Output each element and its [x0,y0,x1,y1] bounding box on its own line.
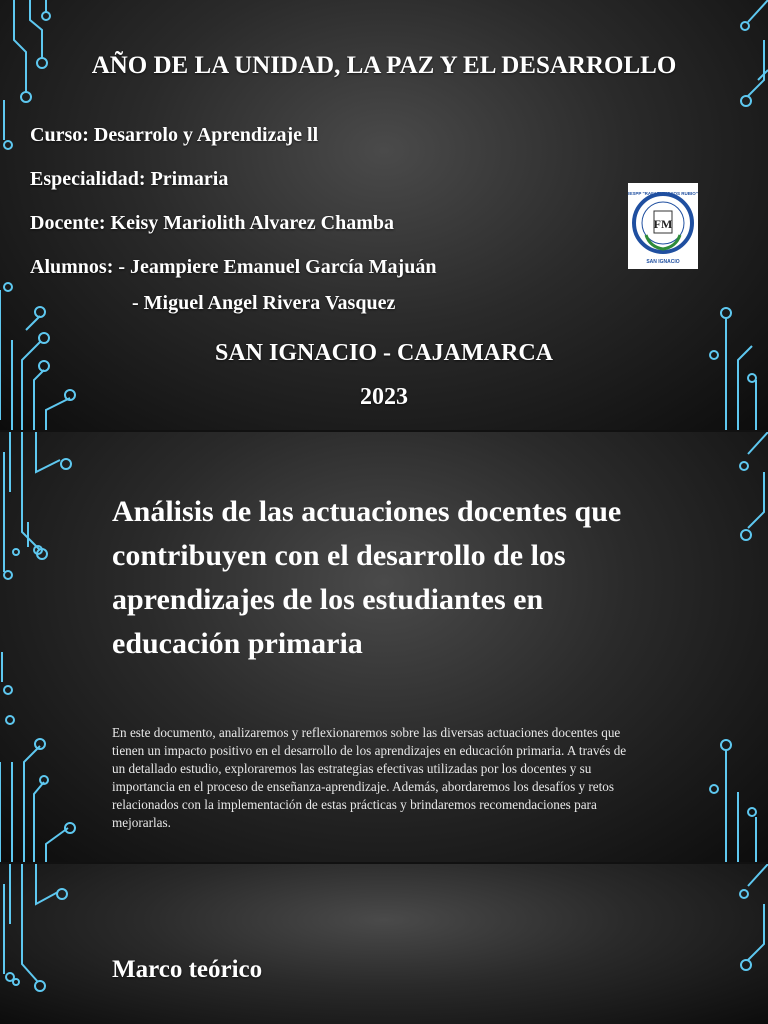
circuit-decoration-left [0,432,80,862]
institution-logo [628,183,698,269]
analysis-title: Análisis de las actuaciones docentes que contribuyen con el desarrollo de los aprendizajes de los estudiantes en educación primaria [112,495,622,660]
logo-bottom-text: SAN IGNACIO [646,259,680,265]
slide-cover [0,0,768,430]
students-line: Alumnos: - Jeampiere Emanuel García Majuán [30,256,437,278]
student-2-line: - Miguel Angel Rivera Vasquez [132,292,396,314]
circuit-decoration-right [708,432,768,862]
course-line: Curso: Desarrolo y Aprendizaje ll [30,124,319,146]
slide-theory [0,864,768,1024]
logo-monogram: FM [653,217,673,231]
circuit-decoration-left [0,864,80,1024]
year-line: 2023 [360,384,408,410]
analysis-body: En este documento, analizaremos y reflexionaremos sobre las diversas actuaciones docentes que tienen un impacto positivo en el desarrollo de los aprendizajes en educación primaria. A través de un detallado estudio, exploraremos las estrategias efectivas utilizadas por los docentes y su importancia en el proceso de enseñanza-aprendizaje. Además, abordaremos los desafíos y retos relacionados con la implementación de estas prácticas y brindaremos recomendaciones para mejorarlas. [112,725,627,830]
slide-analysis [0,432,768,862]
location-line: SAN IGNACIO - CAJAMARCA [215,340,553,366]
specialty-line: Especialidad: Primaria [30,168,229,190]
theory-title: Marco teórico [112,956,263,983]
teacher-line: Docente: Keisy Mariolith Alvarez Chamba [30,212,395,234]
cover-heading: AÑO DE LA UNIDAD, LA PAZ Y EL DESARROLLO [91,52,677,79]
logo-top-text: IESPP "RAFAEL HOYOS RUBIO" [628,191,698,196]
circuit-decoration-right [708,864,768,1024]
